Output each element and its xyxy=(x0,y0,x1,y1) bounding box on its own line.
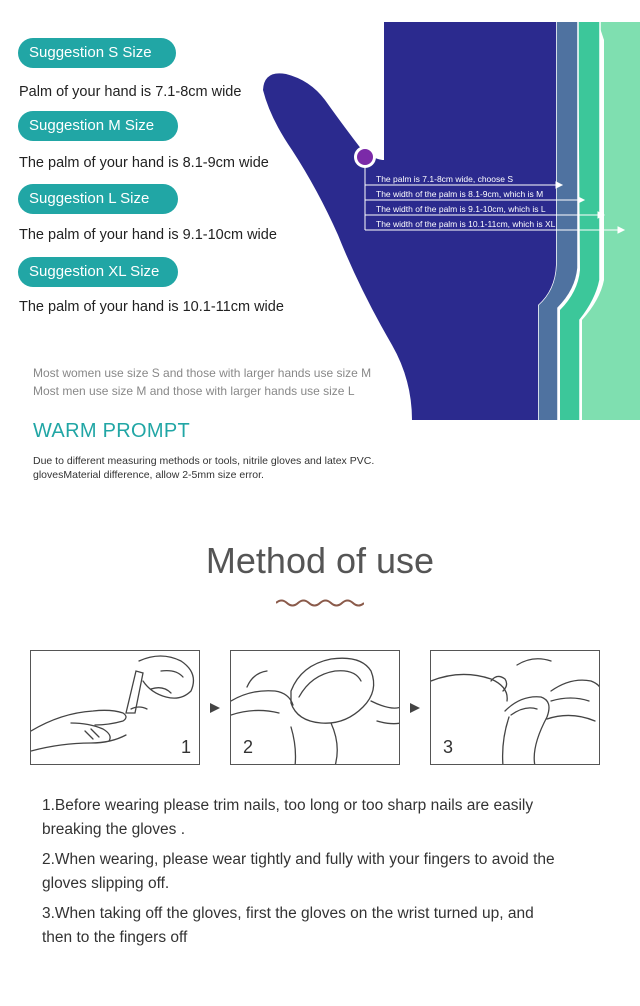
warm-prompt-line-1: Due to different measuring methods or tools, nitrile gloves and latex PVC. xyxy=(33,455,375,467)
size-s-pill: Suggestion S Size xyxy=(18,38,176,68)
instruction-3-line-2: then to the fingers off xyxy=(42,929,188,946)
size-l-pill: Suggestion L Size xyxy=(18,184,178,214)
step-1-illustration xyxy=(30,650,200,765)
glove-removal-icon xyxy=(431,651,600,765)
instruction-3-line-1: 3.When taking off the gloves, first the gloves on the wrist turned up, and xyxy=(42,905,534,922)
step-2-illustration xyxy=(230,650,400,765)
step-2-number: 2 xyxy=(243,737,254,757)
instruction-3 xyxy=(42,902,632,950)
measure-point-dot xyxy=(357,149,373,165)
glove-wearing-icon xyxy=(231,651,400,765)
hand-label-m: The width of the palm is 8.1-9cm, which is M xyxy=(376,189,544,199)
hand-label-xl: The width of the palm is 10.1-11cm, which is XL xyxy=(376,219,556,229)
nail-clipper-hand-icon xyxy=(31,651,200,765)
warm-prompt-title: WARM PROMPT xyxy=(33,420,190,442)
arrow-right-icon xyxy=(208,701,222,715)
step-1-number: 1 xyxy=(181,737,192,757)
step-3-number: 3 xyxy=(443,737,454,757)
instruction-1 xyxy=(42,794,632,842)
warm-prompt-line-2: glovesMaterial difference, allow 2-5mm size error. xyxy=(33,469,264,481)
size-xl-palm-text: The palm of your hand is 10.1-11cm wide xyxy=(19,299,284,315)
step-3-illustration xyxy=(430,650,600,765)
instruction-2-line-2: gloves slipping off. xyxy=(42,875,170,892)
size-s-palm-text: Palm of your hand is 7.1-8cm wide xyxy=(19,84,242,100)
instruction-2-line-1: 2.When wearing, please wear tightly and fully with your fingers to avoid the xyxy=(42,851,555,868)
hand-label-l: The width of the palm is 9.1-10cm, which is L xyxy=(376,204,546,214)
size-l-palm-text: The palm of your hand is 9.1-10cm wide xyxy=(19,227,277,243)
size-xl-pill: Suggestion XL Size xyxy=(18,257,178,287)
method-title: Method of use xyxy=(205,540,435,581)
instruction-1-line-1: 1.Before wearing please trim nails, too long or too sharp nails are easily xyxy=(42,797,534,814)
arrow-right-icon xyxy=(408,701,422,715)
size-m-palm-text: The palm of your hand is 8.1-9cm wide xyxy=(19,155,269,171)
size-m-pill: Suggestion M Size xyxy=(18,111,178,141)
note-men: Most men use size M and those with larger hands use size L xyxy=(33,384,355,398)
note-women: Most women use size S and those with larger hands use size M xyxy=(33,366,372,380)
instruction-2 xyxy=(42,848,632,896)
hand-label-s: The palm is 7.1-8cm wide, choose S xyxy=(376,174,514,184)
instruction-1-line-2: breaking the gloves . xyxy=(42,821,186,838)
wave-divider-icon xyxy=(276,598,364,608)
